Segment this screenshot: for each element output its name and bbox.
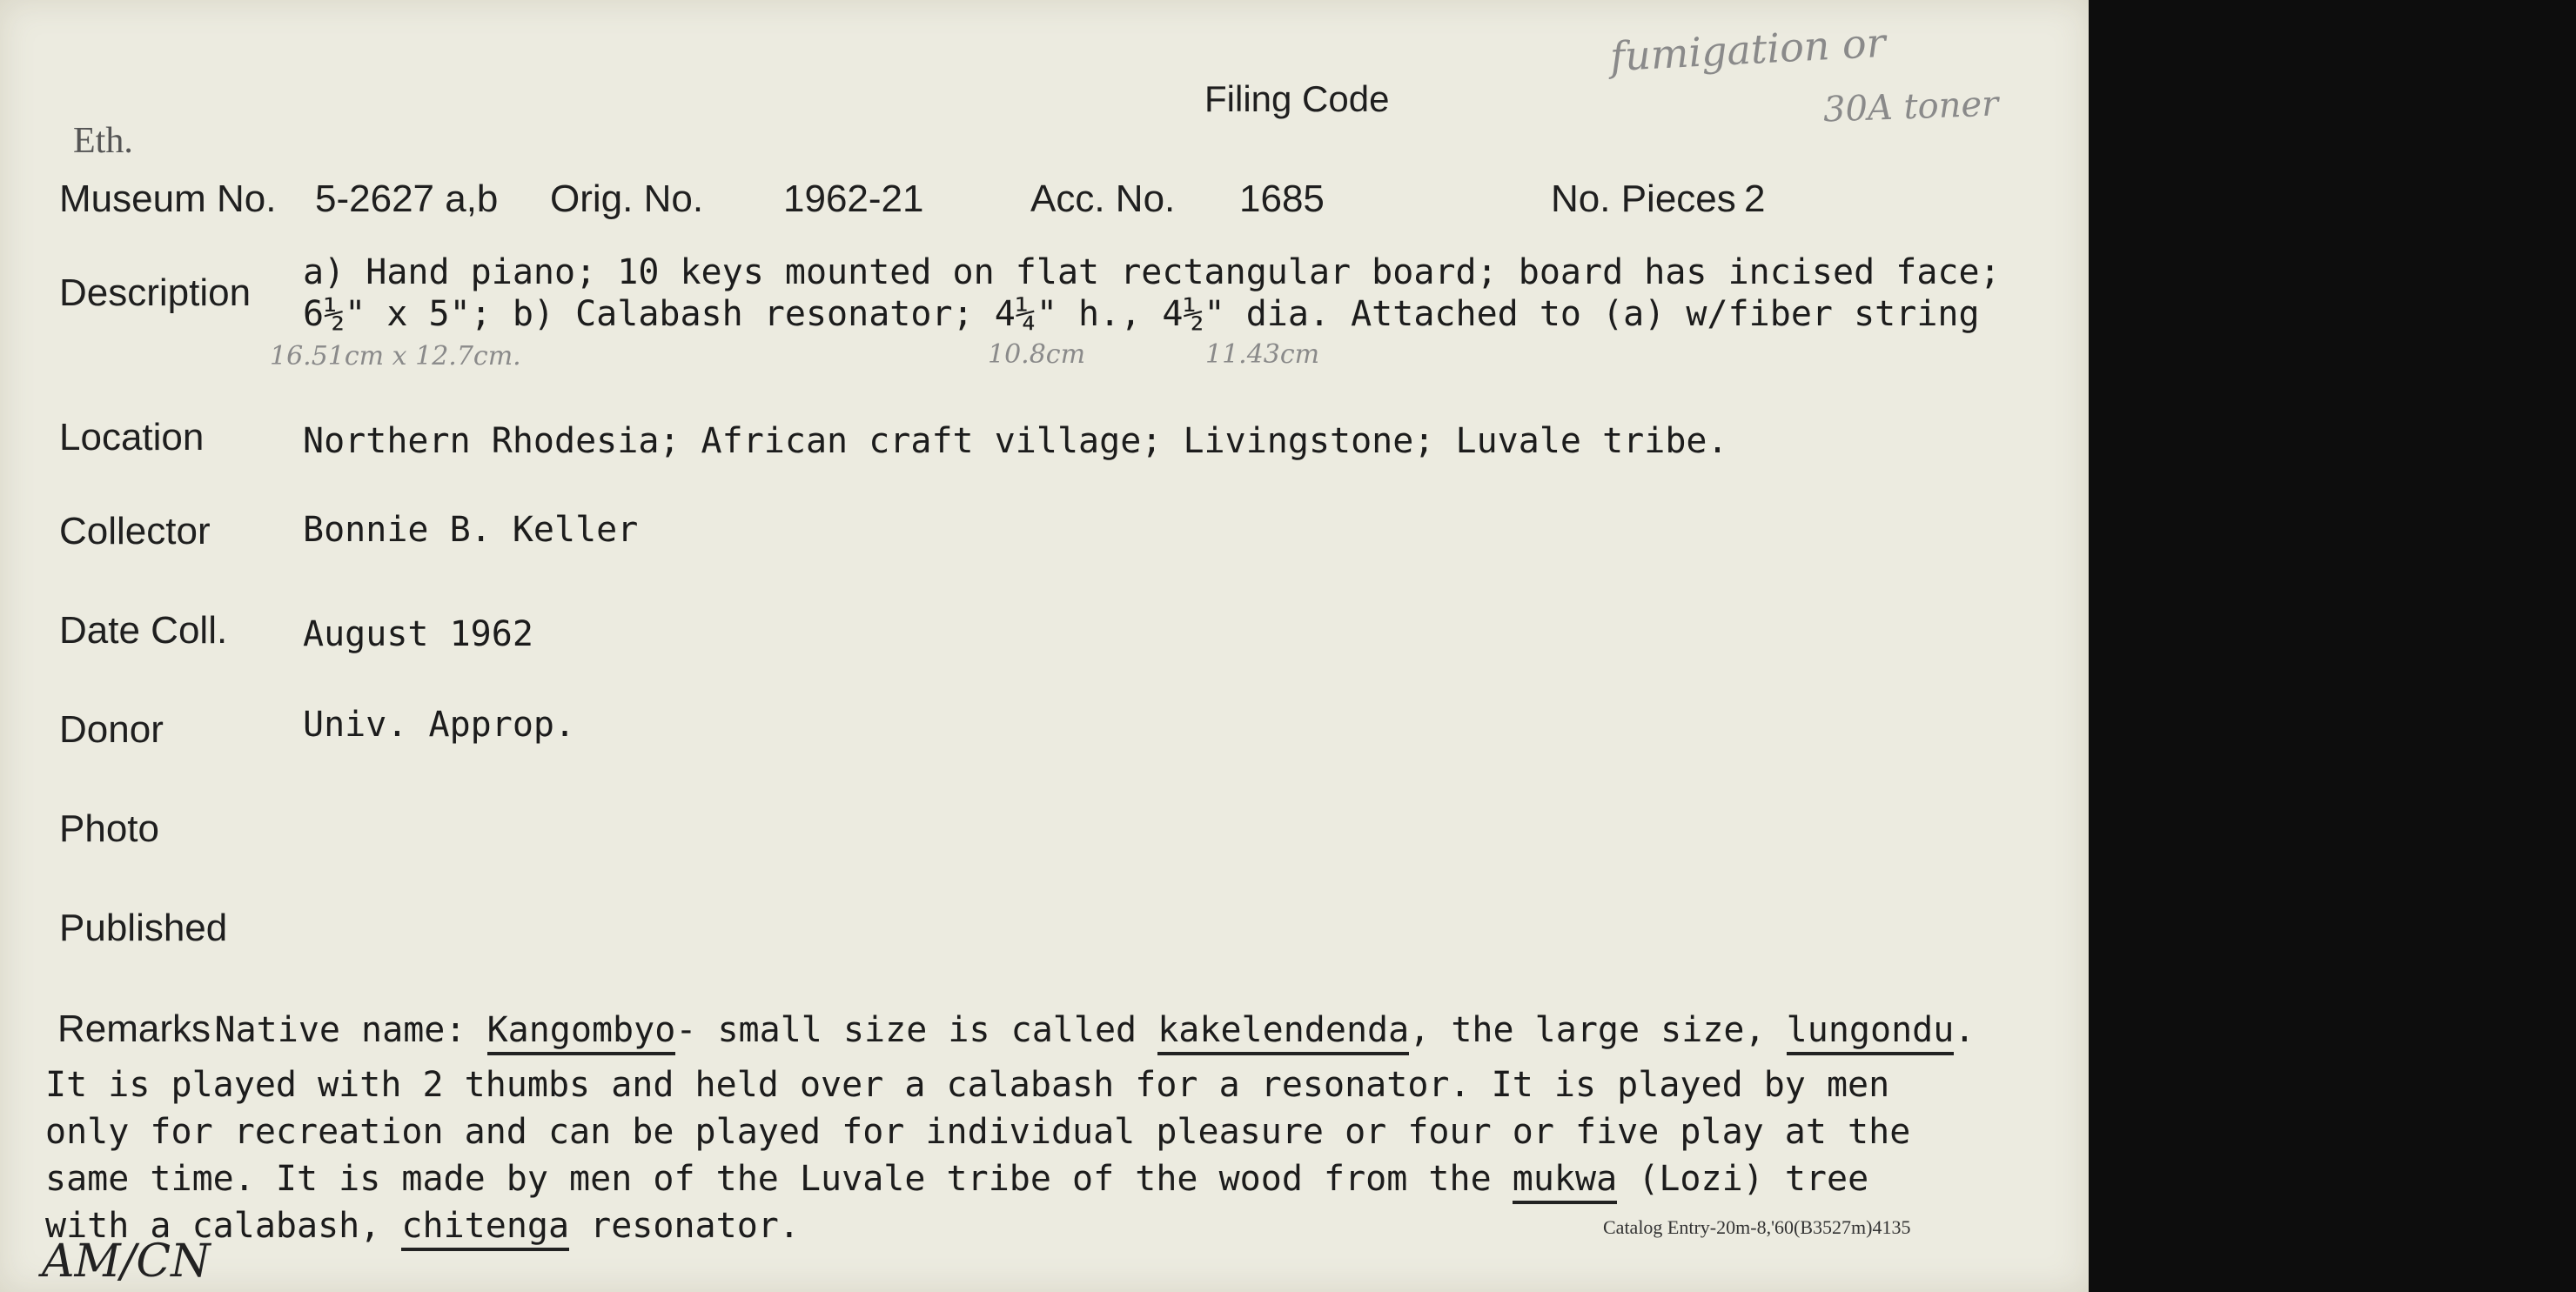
donor-value: Univ. Approp. xyxy=(303,705,576,745)
remarks-line-5: with a calabash, chitenga resonator. xyxy=(45,1206,800,1246)
photo-label: Photo xyxy=(59,807,159,850)
description-metric-3: 11.43cm xyxy=(1205,339,1320,370)
acc-no-value: 1685 xyxy=(1239,177,1325,220)
description-metric-1: 16.51cm x 12.7cm. xyxy=(270,341,521,372)
native-name: Kangombyo xyxy=(487,1010,676,1055)
collector-label: Collector xyxy=(59,510,211,552)
orig-no-value: 1962-21 xyxy=(783,177,924,220)
remarks-line-1: Remarks Native name: Kangombyo- small size is called kakelendenda, the large size, lungondu. xyxy=(57,1007,1975,1051)
handwritten-note-1: fumigation or xyxy=(1608,18,1887,81)
filing-code-label: Filing Code xyxy=(1204,78,1390,119)
published-label: Published xyxy=(59,907,228,949)
catalog-entry-footer: Catalog Entry-20m-8,'60(B3527m)4135 xyxy=(1603,1216,1911,1238)
department-label: Eth. xyxy=(73,121,133,161)
pieces-label: No. Pieces xyxy=(1551,177,1736,220)
description-line-2: 6½" x 5"; b) Calabash resonator; 4¼" h., 4½" dia. Attached to (a) w/fiber string xyxy=(303,294,1980,334)
location-label: Location xyxy=(59,416,205,459)
date-coll-label: Date Coll. xyxy=(59,609,228,652)
large-size-name: lungondu xyxy=(1787,1010,1955,1055)
acc-no-label: Acc. No. xyxy=(1030,177,1176,220)
tree-name: mukwa xyxy=(1513,1159,1617,1204)
small-size-name: kakelendenda xyxy=(1157,1010,1409,1055)
remarks-line-4: same time. It is made by men of the Luvale tribe of the wood from the mukwa (Lozi) tree xyxy=(45,1159,1868,1199)
pieces-value: 2 xyxy=(1744,177,1766,220)
remarks-line-2: It is played with 2 thumbs and held over a calabash for a resonator. It is played by men xyxy=(45,1065,1890,1105)
donor-label: Donor xyxy=(59,708,164,751)
description-metric-2: 10.8cm xyxy=(988,339,1086,370)
collector-value: Bonnie B. Keller xyxy=(303,510,639,550)
resonator-name: chitenga xyxy=(401,1206,569,1251)
description-label: Description xyxy=(59,271,252,314)
museum-no-label: Museum No. xyxy=(59,177,277,220)
remarks-line-3: only for recreation and can be played for individual pleasure or four or five play at the xyxy=(45,1112,1911,1152)
orig-no-label: Orig. No. xyxy=(550,177,704,220)
museum-no-value: 5-2627 a,b xyxy=(315,177,499,220)
date-coll-value: August 1962 xyxy=(303,614,533,654)
handwritten-note-2: 30A toner xyxy=(1822,84,1999,131)
initials: AM/CN xyxy=(42,1235,211,1288)
remarks-label: Remarks xyxy=(57,1007,211,1050)
description-line-1: a) Hand piano; 10 keys mounted on flat rectangular board; board has incised face; xyxy=(303,252,2001,292)
location-value: Northern Rhodesia; African craft village; Livingstone; Luvale tribe. xyxy=(303,421,1728,461)
scan-background xyxy=(2089,0,2576,1292)
